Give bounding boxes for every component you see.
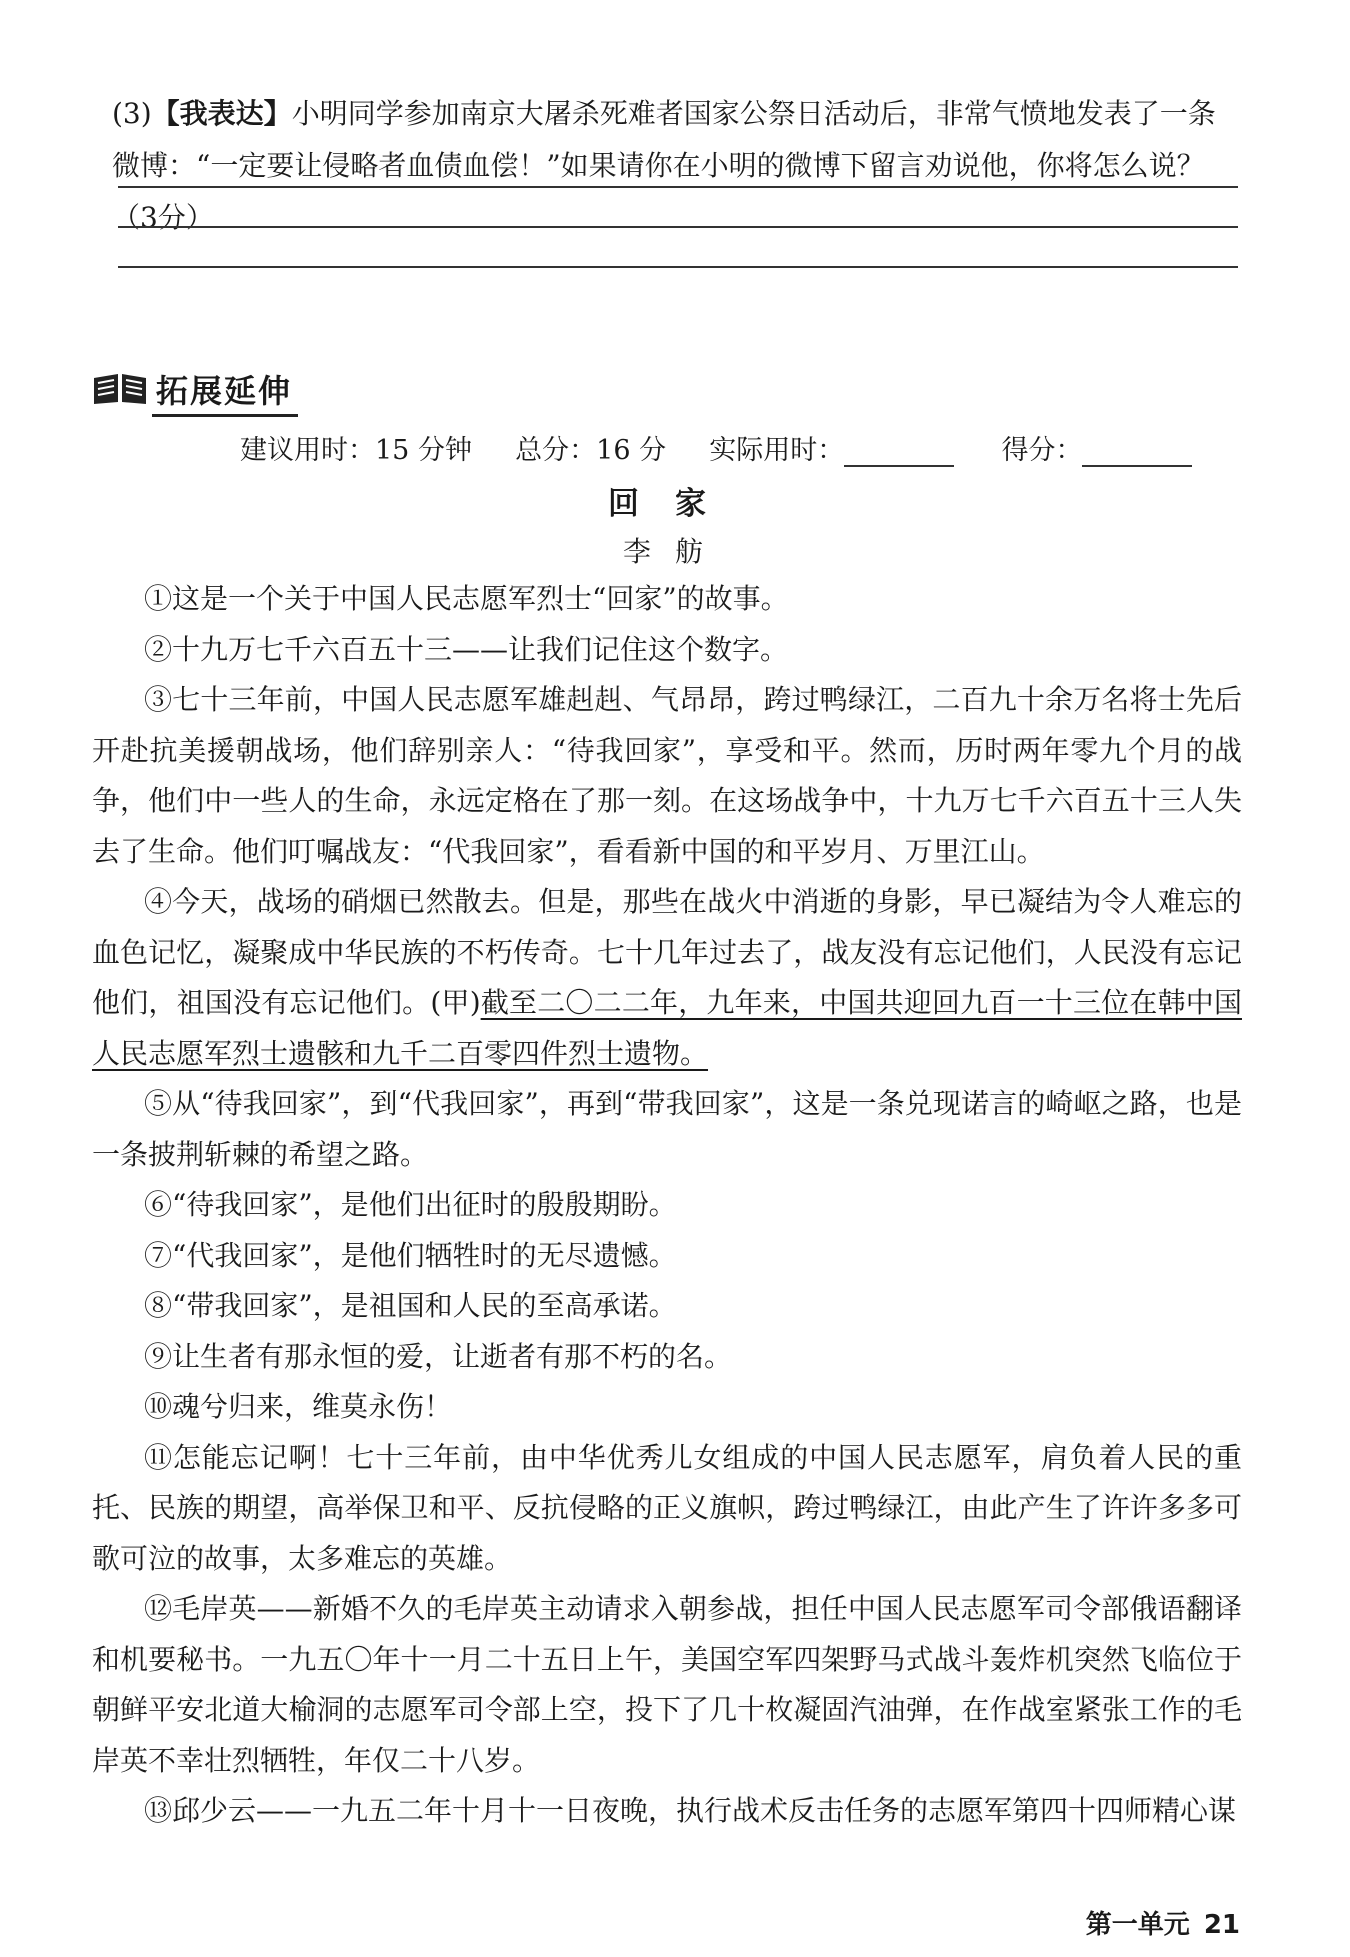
question-3 [112, 88, 1242, 244]
page-number: 21 [1203, 1910, 1240, 1940]
suggested-time: 建议用时：15 分钟 [240, 435, 472, 466]
paragraph: ⑨让生者有那永恒的爱，让逝者有那不朽的名。 [144, 1339, 733, 1373]
page-footer [1072, 1904, 1240, 1941]
total-score: 总分：16 分 [515, 435, 667, 466]
paragraph: ⑦“代我回家”，是他们牺牲时的无尽遗憾。 [144, 1238, 677, 1272]
paragraph: ②十九万七千六百五十三——让我们记住这个数字。 [144, 632, 789, 666]
answer-line[interactable] [118, 226, 1238, 228]
exercise-meta [240, 428, 1192, 467]
question-3-text: 小明同学参加南京大屠杀死难者国家公祭日活动后，非常气愤地发表了一条微博：“一定要让侵略者血债血偿！”如果请你在小明的微博下留言劝说他，你将怎么说？（3分） [112, 97, 1216, 234]
paragraph: ①这是一个关于中国人民志愿军烈士“回家”的故事。 [144, 582, 789, 615]
paragraph: ⑥“待我回家”，是他们出征时的殷殷期盼。 [144, 1188, 677, 1221]
article-title: 回家 [608, 486, 742, 522]
question-3-tag: 【我表达】 [151, 97, 292, 130]
article-author: 李舫 [622, 535, 727, 568]
paragraph: ③七十三年前，中国人民志愿军雄赳赳、气昂昂，跨过鸭绿江，二百九十余万名将士先后开赴抗美援朝战场，他们辞别亲人：“待我回家”，享受和平。然而，历时两年零九个月的战争，他们中一些人的生命，永远定格在了那一刻。在这场战争中，十九万七千六百五十三人失去了生命。他们叮嘱战友：“代我回家”，看看新中国的和平岁月、万里江山。 [92, 683, 1242, 868]
article-body [92, 574, 1242, 1837]
paragraph: ⑫毛岸英——新婚不久的毛岸英主动请求入朝参战，担任中国人民志愿军司令部俄语翻译和机要秘书。一九五〇年十一月二十五日上午，美国空军四架野马式战斗轰炸机突然飞临位于朝鲜平安北道大榆洞的志愿军司令部上空，投下了几十枚凝固汽油弹，在作战室紧张工作的毛岸英不幸壮烈牺牲，年仅二十八岁。 [92, 1592, 1242, 1777]
section-title: 拓展延伸 [152, 366, 298, 417]
answer-line[interactable] [118, 186, 1238, 188]
paragraph: ⑪怎能忘记啊！七十三年前，由中华优秀儿女组成的中国人民志愿军，肩负着人民的重托、民族的期望，高举保卫和平、反抗侵略的正义旗帜，跨过鸭绿江，由此产生了许许多多可歌可泣的故事，太多难忘的英雄。 [92, 1440, 1242, 1575]
paragraph: ⑩魂兮归来，维莫永伤！ [144, 1390, 453, 1423]
paragraph: ⑤从“待我回家”，到“代我回家”，再到“带我回家”，这是一条兑现诺言的崎岖之路，也是一条披荆斩棘的希望之路。 [92, 1087, 1242, 1171]
paragraph: ⑧“带我回家”，是祖国和人民的至高承诺。 [144, 1289, 677, 1322]
section-header [92, 364, 312, 412]
paragraph-4-text: ④今天，战场的硝烟已然散去。但是，那些在战火中消逝的身影，早已凝结为令人难忘的血色记忆，凝聚成中华民族的不朽传奇。七十几年过去了，战友没有忘记他们，人民没有忘记他们，祖国没有忘记他们。(甲) [92, 885, 1242, 1019]
score-label: 得分： [1001, 435, 1083, 466]
paragraph: ⑬邱少云——一九五二年十月十一日夜晚，执行战术反击任务的志愿军第四十四师精心谋 [144, 1794, 1237, 1827]
question-3-number: (3) [112, 97, 152, 130]
paragraph [92, 877, 1242, 1079]
open-book-icon [92, 370, 148, 406]
underlined-sentence-jia: 截至二〇二二年，九年来，中国共迎回九百一十三位在韩中国人民志愿军烈士遗骸和九千二百零四件烈士遗物。 [92, 986, 1242, 1070]
unit-label: 第一单元 [1085, 1910, 1190, 1940]
score-blank[interactable] [1082, 439, 1192, 467]
answer-line[interactable] [118, 266, 1238, 268]
actual-time-blank[interactable] [844, 439, 954, 467]
actual-time-label: 实际用时： [709, 435, 845, 466]
